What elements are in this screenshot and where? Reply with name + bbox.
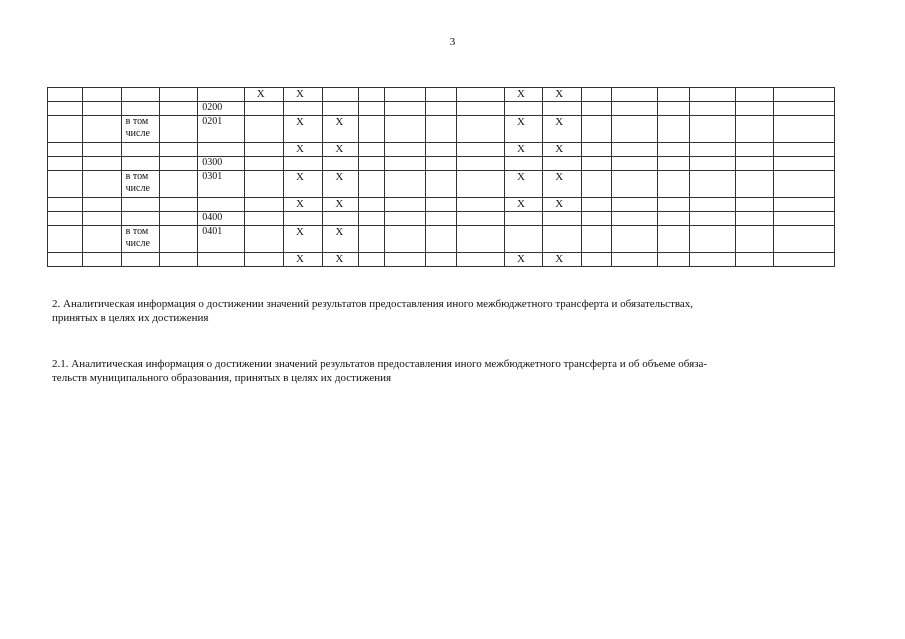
- x-mark: X: [284, 226, 323, 253]
- table-row: [48, 116, 835, 143]
- row-code: 0301: [198, 171, 244, 198]
- x-mark: X: [323, 143, 358, 157]
- x-mark: X: [323, 171, 358, 198]
- row-label: в том числе: [121, 116, 159, 143]
- section-2-1-line-2: тельств муниципального образования, принятых в целях их достижения: [52, 372, 392, 384]
- table-row: [48, 171, 835, 198]
- section-2-paragraph: [52, 297, 832, 325]
- row-code: 0401: [198, 226, 244, 253]
- x-mark: X: [543, 253, 581, 267]
- x-mark: X: [504, 88, 542, 102]
- section-2-1-paragraph: [52, 357, 832, 385]
- x-mark: X: [543, 198, 581, 212]
- x-mark: X: [504, 171, 542, 198]
- table-row: [48, 102, 835, 116]
- row-code: 0400: [198, 212, 244, 226]
- table-row: [48, 212, 835, 226]
- x-mark: X: [284, 143, 323, 157]
- row-label: в том числе: [121, 226, 159, 253]
- table-row: [48, 226, 835, 253]
- x-mark: X: [323, 116, 358, 143]
- row-code: 0201: [198, 116, 244, 143]
- x-mark: X: [323, 198, 358, 212]
- x-mark: X: [284, 88, 323, 102]
- x-mark: X: [284, 116, 323, 143]
- table-row: [48, 253, 835, 267]
- x-mark: X: [543, 143, 581, 157]
- x-mark: X: [543, 116, 581, 143]
- row-code: 0300: [198, 157, 244, 171]
- x-mark: X: [504, 116, 542, 143]
- x-mark: X: [543, 171, 581, 198]
- table-row: [48, 143, 835, 157]
- x-mark: X: [284, 171, 323, 198]
- x-mark: X: [323, 253, 358, 267]
- table-row: [48, 198, 835, 212]
- x-mark: X: [244, 88, 283, 102]
- row-label: в том числе: [121, 171, 159, 198]
- section-2-line-1: 2. Аналитическая информация о достижении значений результатов предоставления иного межбюджетного трансферта и обязательствах,: [52, 298, 694, 310]
- section-2-line-2: принятых в целях их достижения: [52, 312, 209, 324]
- table-row: [48, 157, 835, 171]
- x-mark: X: [284, 198, 323, 212]
- section-2-1-line-1: 2.1. Аналитическая информация о достижении значений результатов предоставления иного межбюджетного трансферта и об объеме обяза-: [52, 358, 708, 370]
- table-row: [48, 88, 835, 102]
- x-mark: X: [284, 253, 323, 267]
- page-number: 3: [449, 36, 456, 48]
- row-code: 0200: [198, 102, 244, 116]
- x-mark: X: [323, 226, 358, 253]
- x-mark: X: [504, 253, 542, 267]
- report-table: [47, 87, 835, 267]
- x-mark: X: [504, 198, 542, 212]
- x-mark: X: [504, 143, 542, 157]
- x-mark: X: [543, 88, 581, 102]
